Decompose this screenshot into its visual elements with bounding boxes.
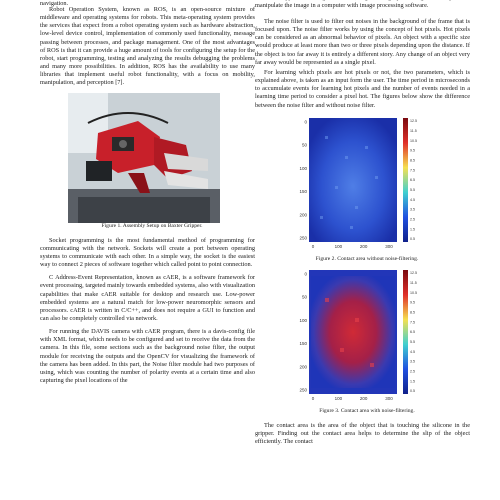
fig2-colorbar-tick: 3.5 — [410, 207, 415, 212]
fig3-y-tick: 0 — [304, 271, 307, 277]
right-column — [255, 0, 470, 446]
figure-1-caption: Figure 1. Assembly Setup on Baxter Gripper. — [101, 222, 203, 229]
fig3-y-tick: 250 — [299, 387, 307, 393]
fig3-colorbar-tick: 1.5 — [410, 379, 415, 384]
fig3-colorbar-tick: 5.5 — [410, 339, 415, 344]
left-column — [40, 0, 255, 385]
paragraph-davis: For running the DAVIS camera with cAER program, there is a davis-config file with XML format, which needs to be configured and set to receive the data from the camera. In this file, some sections such as the background noise filter, the output module for receiving the outputs and the OpenCV for visualizing the framework of the camera has been added. In this part, the Noise filter module had two purposes of using, which was counting the number of polarity events at a certain time and also capturing the pixel locations of the — [40, 328, 255, 385]
fig2-colorbar-tick: 0.5 — [410, 236, 415, 241]
fig2-y-tick: 150 — [299, 188, 307, 194]
fig3-y-tick: 100 — [299, 317, 307, 323]
fig3-colorbar-tick: 4.5 — [410, 349, 415, 354]
fig3-heatmap-area — [311, 276, 395, 388]
paragraph-ros: Robot Operation System, known as ROS, is an open-source mixture of middleware and operating systems for robots. This meta-operating system provides the services that expect from a robot operating system such as hardware abstraction, low-level device control, implementation of commonly used functionality, message passing between processes, and package management. One of the most advantages of ROS is that it can provide a huge amount of tools for configuring the setup for the robot, start programming, testing and analyzing the results debugging the problems and many more possibilities. In addition, ROS has the availability to use many libraries that implement useful robot functionality, with a focus on mobility, manipulation, and perception [7]. — [40, 6, 255, 87]
fig3-colorbar-tick: 0.5 — [410, 388, 415, 393]
fig3-colorbar-tick: 11.5 — [410, 280, 417, 285]
fig3-y-tick: 150 — [299, 340, 307, 346]
heatmap-no-filter — [295, 116, 425, 256]
fig2-colorbar-tick: 2.5 — [410, 217, 415, 222]
figure-3-plot — [295, 268, 415, 408]
figure-3-caption: Figure 3. Contact area with noise-filtering. — [319, 407, 415, 414]
fig3-y-tick: 200 — [299, 364, 307, 370]
fig2-y-tick: 100 — [299, 165, 307, 171]
fig3-x-tick: 100 — [334, 395, 343, 401]
robot-gripper-photo — [68, 93, 220, 223]
heatmap-with-filter — [295, 268, 425, 408]
fig3-colorbar-tick: 6.5 — [410, 329, 415, 334]
paragraph-contact-area: The contact area is the area of the object that is touching the silicone in the gripper. Finding out the contact area helps to determine the slip of the object efficiently. The contact — [255, 421, 470, 446]
fig3-x-tick: 300 — [385, 395, 393, 401]
paragraph-socket: Socket programming is the most fundamental method of programming for communicating with the network. Sockets will create a port between operating systems to communicate with each other. In a simple way, the socket is the easiest way to connect 2 pieces of software together which called point to point connection. — [40, 236, 255, 269]
fig2-x-tick: 0 — [311, 243, 315, 249]
fig3-colorbar-tick: 2.5 — [410, 369, 415, 374]
fig2-heatmap-area — [309, 118, 397, 242]
fig2-colorbar-tick: 6.5 — [410, 177, 415, 182]
figure-2-caption: Figure 2. Contact area without noise-filtering. — [315, 255, 419, 262]
fig3-colorbar — [403, 270, 408, 394]
figure-1 — [40, 93, 255, 230]
fig2-colorbar-tick: 9.5 — [410, 148, 415, 153]
fig2-colorbar-tick: 7.5 — [410, 168, 415, 173]
fig3-colorbar-tick: 12.5 — [410, 270, 417, 275]
fig2-colorbar-tick: 10.5 — [410, 138, 417, 143]
fig2-colorbar-tick: 12.5 — [410, 118, 417, 123]
fig2-y-tick: 200 — [299, 212, 307, 218]
fig2-y-tick: 0 — [304, 119, 307, 125]
right-top-line: manipulate the image in a computer with image processing software. — [255, 2, 429, 10]
fig2-y-tick: 50 — [301, 142, 307, 148]
fig3-x-tick: 200 — [359, 395, 368, 401]
fig2-y-tick: 250 — [299, 235, 307, 241]
fig3-colorbar-tick: 7.5 — [410, 320, 415, 325]
paragraph-noise-filter: The noise filter is used to filter out noises in the background of the frame that is focused upon. The noise filter works by using the concept of hot pixels. Hot pixels can be considered as an abnormal behavior of pixels. An object with a specific size would produce at least more than two or three pixels depending upon the distance. If the object is too far away it is entirely a different story. Any change of an object very far away would be represented as a single pixel. — [255, 18, 470, 66]
paragraph-caer: C Address-Event Representation, known as cAER, is a software framework for event processing, targeted mainly towards embedded systems, also with visualization capabilities that make cAER suitable for desktop and research use. Low-power embedded systems are a natural match for low-power neuromorphic sensors and processors. cAER is written in C/C++, and does not require a GUI to function and can also be completely controlled via network. — [40, 274, 255, 322]
figure-3 — [255, 268, 470, 415]
figure-2-plot — [295, 116, 415, 256]
left-top-line: navigation. — [40, 0, 69, 7]
fig2-colorbar-tick: 11.5 — [410, 128, 417, 133]
fig3-x-tick: 0 — [311, 395, 315, 401]
fig2-colorbar-tick: 1.5 — [410, 227, 415, 232]
fig3-colorbar-tick: 9.5 — [410, 300, 415, 305]
robot-gripper-illustration — [68, 93, 220, 223]
fig3-colorbar-tick: 8.5 — [410, 310, 415, 315]
fig2-colorbar-tick: 8.5 — [410, 158, 415, 163]
fig3-y-tick: 50 — [301, 294, 307, 300]
figure-2 — [255, 116, 470, 263]
fig2-x-tick: 100 — [334, 243, 343, 249]
right-top-fragment — [255, 0, 470, 16]
fig2-x-tick: 200 — [359, 243, 368, 249]
fig3-colorbar-tick: 3.5 — [410, 359, 415, 364]
fig3-colorbar-tick: 10.5 — [410, 290, 417, 295]
paragraph-learning: For learning which pixels are hot pixels or not, the two parameters, which is explained above, is taken as an input form the user. The time period in microseconds to accumulate events for learning hot pixels and the number of events needed in a learning time period to consider a pixel hot. The figures below show the difference between the noise filter and without noise filter. — [255, 68, 470, 109]
fig2-colorbar — [403, 118, 408, 242]
fig2-x-tick: 300 — [385, 243, 393, 249]
fig2-colorbar-tick: 4.5 — [410, 197, 415, 202]
fig2-colorbar-tick: 5.5 — [410, 187, 415, 192]
